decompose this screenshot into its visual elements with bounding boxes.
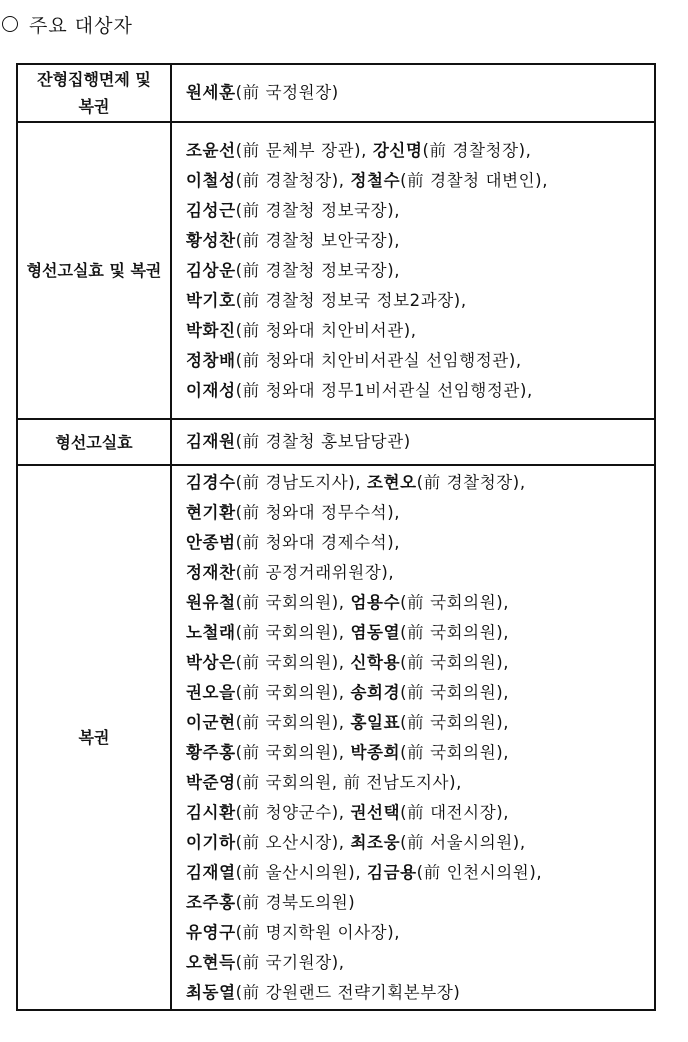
person-role: (前 공정거래위원장), <box>235 562 395 582</box>
person-line <box>186 888 640 918</box>
person-name: 김시환 <box>186 802 236 822</box>
person-line <box>186 588 640 618</box>
person-line <box>186 828 640 858</box>
table-row <box>17 419 655 465</box>
person-role: (前 문체부 장관), <box>235 140 373 160</box>
table-row <box>17 465 655 1010</box>
person-role: (前 경찰청장), <box>416 472 526 492</box>
person-role: (前 국회의원, 前 전남도지사), <box>235 772 462 792</box>
category-cell: 형선고실효 <box>17 419 171 465</box>
person-name: 노철래 <box>186 622 236 642</box>
person-role: (前 경찰청 정보국장), <box>235 260 401 280</box>
person-line <box>186 708 640 738</box>
person-name: 신학용 <box>350 652 401 672</box>
person-line <box>186 78 640 108</box>
person-role: (前 국회의원), <box>235 652 351 672</box>
person-name: 유영구 <box>186 922 236 942</box>
person-role: (前 오산시장), <box>235 832 351 852</box>
person-name: 김성근 <box>186 200 236 220</box>
person-role: (前 국기원장), <box>235 952 345 972</box>
person-name: 박상은 <box>186 652 236 672</box>
section-heading <box>2 8 133 40</box>
person-line <box>186 738 640 768</box>
person-name: 이철성 <box>186 170 236 190</box>
person-role: (前 경찰청장), <box>422 140 532 160</box>
person-line <box>186 196 640 226</box>
person-role: (前 국회의원), <box>235 742 351 762</box>
person-name: 강신명 <box>372 140 423 160</box>
person-role: (前 경찰청 정보국장), <box>235 200 401 220</box>
person-line <box>186 427 640 457</box>
person-line <box>186 136 640 166</box>
person-name: 엄용수 <box>350 592 401 612</box>
person-name: 최조웅 <box>350 832 401 852</box>
person-line <box>186 618 640 648</box>
person-role: (前 청와대 경제수석), <box>235 532 401 552</box>
person-line <box>186 678 640 708</box>
person-line <box>186 316 640 346</box>
person-name: 홍일표 <box>350 712 401 732</box>
person-line <box>186 286 640 316</box>
person-role: (前 인천시의원), <box>416 862 543 882</box>
category-cell: 복권 <box>17 465 171 1010</box>
person-role: (前 국회의원), <box>400 712 510 732</box>
person-name: 김금용 <box>367 862 417 882</box>
person-name: 염동열 <box>350 622 401 642</box>
person-role: (前 국정원장) <box>235 83 339 102</box>
person-name: 이군현 <box>186 712 236 732</box>
person-name: 정재찬 <box>186 562 236 582</box>
pardon-targets-table <box>16 63 656 1011</box>
person-name: 안종범 <box>186 532 236 552</box>
person-line <box>186 166 640 196</box>
table-row <box>17 122 655 419</box>
person-role: (前 국회의원), <box>400 742 510 762</box>
person-name: 김재열 <box>186 862 236 882</box>
person-name: 조주홍 <box>186 892 236 912</box>
person-name: 이재성 <box>186 380 236 400</box>
person-line <box>186 498 640 528</box>
person-role: (前 경찰청 대변인), <box>400 170 549 190</box>
person-line <box>186 858 640 888</box>
person-role: (前 경찰청장), <box>235 170 351 190</box>
names-cell <box>171 64 655 122</box>
person-role: (前 청와대 치안비서관실 선임행정관), <box>235 350 522 370</box>
names-cell <box>171 122 655 419</box>
person-name: 원유철 <box>186 592 236 612</box>
person-line <box>186 648 640 678</box>
person-line <box>186 226 640 256</box>
person-line <box>186 256 640 286</box>
person-line <box>186 978 640 1008</box>
person-role: (前 서울시의원), <box>400 832 526 852</box>
person-role: (前 강원랜드 전략기획본부장) <box>235 982 461 1002</box>
person-role: (前 국회의원), <box>400 592 510 612</box>
person-name: 권선택 <box>350 802 401 822</box>
person-name: 조윤선 <box>186 140 236 160</box>
person-role: (前 경찰청 정보국 정보2과장), <box>235 290 467 310</box>
person-name: 김재원 <box>186 432 236 451</box>
person-role: (前 경남도지사), <box>235 472 368 492</box>
person-name: 정창배 <box>186 350 236 370</box>
person-line <box>186 376 640 406</box>
person-name: 원세훈 <box>186 83 236 102</box>
person-name: 박기호 <box>186 290 236 310</box>
person-line <box>186 768 640 798</box>
person-role: (前 청와대 정무수석), <box>235 502 401 522</box>
person-line <box>186 528 640 558</box>
person-role: (前 청와대 치안비서관), <box>235 320 417 340</box>
person-name: 현기환 <box>186 502 236 522</box>
person-name: 황성찬 <box>186 230 236 250</box>
person-name: 최동열 <box>186 982 236 1002</box>
names-cell <box>171 419 655 465</box>
person-name: 김상운 <box>186 260 236 280</box>
person-name: 박준영 <box>186 772 236 792</box>
person-line <box>186 798 640 828</box>
names-cell <box>171 465 655 1010</box>
person-name: 오현득 <box>186 952 236 972</box>
person-role: (前 국회의원), <box>235 592 351 612</box>
person-role: (前 경찰청 보안국장), <box>235 230 401 250</box>
person-role: (前 국회의원), <box>400 682 510 702</box>
category-cell: 형선고실효 및 복권 <box>17 122 171 419</box>
person-role: (前 대전시장), <box>400 802 510 822</box>
person-name: 송희경 <box>350 682 401 702</box>
person-role: (前 국회의원), <box>400 652 510 672</box>
person-role: (前 명지학원 이사장), <box>235 922 401 942</box>
person-role: (前 국회의원), <box>235 712 351 732</box>
person-name: 박종희 <box>350 742 401 762</box>
person-line <box>186 948 640 978</box>
person-line <box>186 558 640 588</box>
person-name: 권오을 <box>186 682 236 702</box>
person-line <box>186 468 640 498</box>
person-role: (前 국회의원), <box>400 622 510 642</box>
person-role: (前 경북도의원) <box>235 892 356 912</box>
person-name: 박화진 <box>186 320 236 340</box>
person-role: (前 울산시의원), <box>235 862 368 882</box>
person-role: (前 청양군수), <box>235 802 351 822</box>
person-line <box>186 346 640 376</box>
person-name: 황주홍 <box>186 742 236 762</box>
category-cell: 잔형집행면제 및 복권 <box>17 64 171 122</box>
person-role: (前 경찰청 홍보담당관) <box>235 432 411 451</box>
section-heading-text: 주요 대상자 <box>29 14 133 37</box>
table-row <box>17 64 655 122</box>
person-role: (前 국회의원), <box>235 622 351 642</box>
person-role: (前 국회의원), <box>235 682 351 702</box>
person-role: (前 청와대 정무1비서관실 선임행정관), <box>235 380 533 400</box>
person-name: 정철수 <box>350 170 401 190</box>
person-name: 조현오 <box>367 472 417 492</box>
person-name: 이기하 <box>186 832 236 852</box>
circle-bullet-icon <box>2 16 18 32</box>
person-name: 김경수 <box>186 472 236 492</box>
person-line <box>186 918 640 948</box>
